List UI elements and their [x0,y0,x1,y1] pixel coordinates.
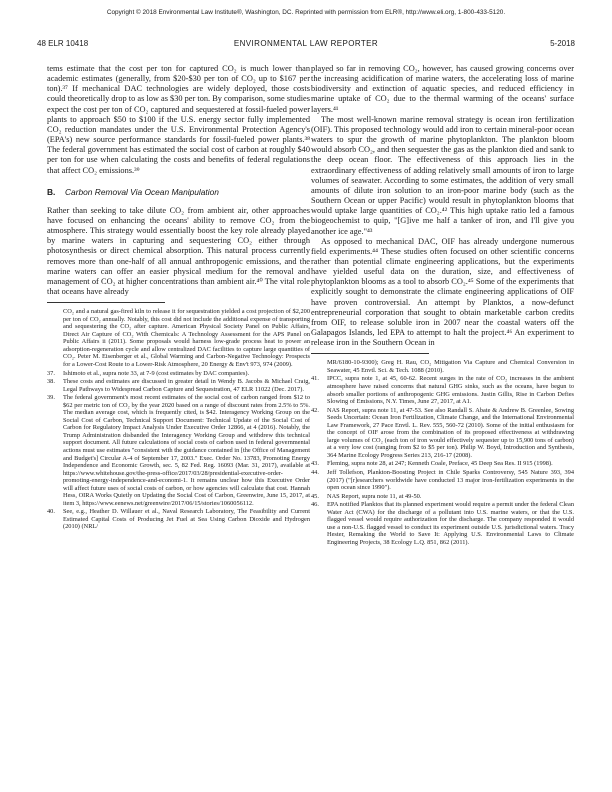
footnote-text: Jeff Tollefson, Plankton-Boosting Project in Chile Sparks Controversy, 545 Nature 393, 394 (2017) ("[r]esearchers worldwide have conducted 13 major iron-fertilization experiments in the open ocean since 1990"). [327,469,574,492]
footnote-number: 40. [47,508,55,516]
body-paragraph: tems estimate that the cost per ton for captured CO₂ is much lower than academic estimates (generally, from $20-$30 per ton of CO₂ up to $167 per ton).³⁷ If mechanical DAC technologies are widely deployed, those costs could theoretically drop to as low as $30 per ton. By comparison, some studies expect the cost per ton of CO₂ captured and sequestered at fossil-fueled power plants to approach $50 to $100 if the U.S. energy sector fully implemented CO₂ reduction mandates under the U.S. Environmental Protection Agency's (EPA's) new source performance standards for fossil-fueled power plants.³⁸ The federal government has estimated the social cost of carbon at roughly $40 per ton for use when calculating the costs and benefits of federal regulations that affect CO₂ emissions.³⁹ [47,64,310,175]
footnote-text: See, e.g., Heather D. Willauer et al., Naval Research Laboratory, The Feasibility and Current Estimated Capital Costs of Producing Jet Fuel at Sea Using Carbon Dioxide and Hydrogen (2010) (NRL/ [63,508,310,531]
footnotes [47,308,310,531]
section-number: B. [47,186,56,197]
footnote [311,469,574,492]
footnote-text: IPCC, supra note 1, at 45, 60-62. Recent surges in the rate of CO₂ increases in the ambient atmosphere have raised concerns that natural GHG sinks, such as the oceans, have begun to absorb smaller portions of anthropogenic GHG emissions. Justin Gillis, Rise in Carbon Defies Slowing of Emissions, N.Y. Times, June 27, 2017, at A1. [327,375,574,406]
footnote-text: MR/6180-10-9300); Greg H. Rau, CO₂ Mitigation Via Capture and Chemical Conversion in Seawater, 45 Envtl. Sci. & Tech. 1088 (2010). [327,359,574,374]
footnote-text: NAS Report, supra note 11, at 47-53. See also Randall S. Abate & Andrew B. Greenlee, Sowing Seeds Uncertain: Ocean Iron Fertilization, Climate Change, and the International Environmental Law Framework, 27 Pace Envtl. L. Rev. 555, 560-72 (2010). Some of the initial enthusiasm for the concept of OIF arose from the combination of its proposed effectiveness at withdrawing large volumes of CO₂ (each ton of iron would effectively sequester up to 15,900 tons of carbon) at a very low cost (ranging from $2 to $5 per ton). Philip W. Boyd, Introduction and Synthesis, 364 Marine Ecology Progress Series 213, 216-17 (2008). [327,406,574,459]
footnote-text: Ishimoto et al., supra note 33, at 7-9 (cost estimates by DAC companies). [63,369,250,377]
footnote [311,375,574,405]
footnote [311,407,574,460]
right-column [311,64,574,776]
footnote [311,359,574,374]
footnote-number: 38. [47,378,55,386]
footnote-number [311,359,327,374]
body-paragraph: The most well-known marine removal strategy is ocean iron fertilization (OIF). This proposed technology would add iron to certain mineral-poor ocean waters to spur the growth of marine phytoplankton. The plankton bloom would absorb CO₂, and then sequester the gas as the plankton died and sank to the deep ocean floor. The effectiveness of this approach lies in the extraordinary effectiveness of adding relatively small amounts of iron to large volumes of seawater. According to some estimates, the addition of very small amounts of dilute iron solution to an iron-poor marine body (such as the Southern Ocean or upper Pacific) would result in phytoplankton blooms that would uptake large quantities of CO₂.⁴² This high uptake ratio led a famous biogeochemist to quip, "[G]ive me half a tanker of iron, and I'll give you another ice age."⁴³ [311,114,574,236]
left-column [47,64,310,776]
footnotes [311,359,574,546]
footnote-text: Fleming, supra note 28, at 247; Kenneth Coale, Preface, 45 Deep Sea Res. II 915 (1998). [327,460,553,468]
body-paragraph: played so far in removing CO₂, however, has caused growing concerns over the increasing acidification of marine waters, the accelerating loss of marine biodiversity and extinction of aquatic species, and reduced efficiency in marine uptake of CO₂ due to the thermal warming of the oceans' surface layers.⁴¹ [311,64,574,114]
footnote [47,370,310,378]
footnote-number [47,308,63,368]
footnote [311,460,574,468]
header-issue-date: 5-2018 [550,39,575,48]
footnote [47,378,310,393]
footnote [311,493,574,501]
header-page-ref: 48 ELR 10418 [37,39,89,48]
footnote-divider [311,353,429,354]
footnote-text: CO₂ and a natural gas-fired kiln to release it for sequestration yielded a cost projection of $2,200 per ton of CO₂ annually. Notably, this cost did not include the additional expense of transporting and sequestering the CO₂ after capture. American Physical Society Panel on Public Affairs, Direct Air Capture of CO₂ With Chemicals: A Technology Assessment for the APS Panel on Public Affairs ii (2011). Some proposals would harness low-grade process heat to power an adsorption-regeneration cycle and allow centralized DAC facilities to capture large quantities of CO₂. Peter M. Eisenberger et al., Global Warming and Carbon-Negative Technology: Prospects for a Lower-Cost Route to a Lower-Risk Atmosphere, 20 Energy & Env't 973, 974 (2009). [63,308,310,368]
section-title: Carbon Removal Via Ocean Manipulation [65,186,219,197]
body-paragraph: As opposed to mechanical DAC, OIF has already undergone numerous field experiments.⁴⁴ These studies often focused on other scientific concerns rather than potential climate engineering applications, but the experiments have yielded useful data on the duration, size, and effectiveness of phytoplankton blooms as a tool to absorb CO₂.⁴⁵ Some of the experiments that explicitly sought to demonstrate the climate engineering applications of OIF have proven controversial. An attempt by Planktos, a now-defunct entrepreneurial corporation that sought to obtain marketable carbon credits from OIF, to release soluble iron in 2007 near the coastal waters off the Galapagos Islands, led EPA to attempt to halt the project.⁴⁶ An experiment to release iron in the Southern Ocean in [311,236,574,348]
footnote [47,308,310,368]
footnote-number: 43. [311,460,319,468]
footnote-number: 37. [47,369,55,377]
footnote-text: The federal government's most recent estimates of the social cost of carbon ranged from $12 to $62 per metric ton of CO₂ by the year 2020 based on a range of discount rates from 2.5% to 5%. The median average cost, which is frequently cited, is $42. Interagency Working Group on the Social Cost of Carbon, Technical Support Document: Technical Update of the Social Cost of Carbon for Regulatory Impact Analysis Under Executive Order 12866, at 4 (2016). Notably, the Trump Administration disbanded the Interagency Working Group and withdrew this technical support document. All future calculations of social costs of carbon used in federal governmental actions must use estimates "consistent with the guidance contained in [the Office of Management and Budget's] Circular A-4 of September 17, 2003." Exec. Order No. 13783, Promoting Energy Independence and Economic Growth, sec. 5, 82 Fed. Reg. 16093 (Mar. 31, 2017), available at https://www.whitehouse.gov/the-press-office/2017/03/28/presidential-executive-order-promoting-energy-independence-and-economi-1. It remains unclear how this Executive Order will affect future uses of social costs of carbon, or how agencies will calculate that cost. Hannah Hess, OIRA Works Quietly on Updating the Social Cost of Carbon, Greenwire, June 15, 2017, at item 3, https://www.eenews.net/greenwire/2017/06/15/stories/1060056112. [63,394,310,507]
footnote-text: NAS Report, supra note 11, at 49-50. [327,492,422,500]
section-heading [47,187,310,197]
copyright-notice: Copyright © 2018 Environmental Law Institute®, Washington, DC. Reprinted with permission from ELR®, http://www.eli.org, 1-800-433-5120. [106,9,506,16]
footnote-divider [47,302,165,303]
footnote [47,394,310,507]
footnote-number: 42. [311,406,319,414]
footnote-number: 44. [311,469,319,477]
running-header [37,39,575,51]
footnote-number: 41. [311,375,319,383]
footnote-number: 39. [47,394,55,402]
footnote-number: 45. [311,492,319,500]
footnote-text: These costs and estimates are discussed in greater detail in Wendy B. Jacobs & Michael Craig, Legal Pathways to Widespread Carbon Capture and Sequestration, 47 ELR 11022 (Dec. 2017). [63,378,310,393]
body-paragraph: Rather than seeking to take dilute CO₂ from ambient air, other approaches have focused on enhancing the oceans' ability to remove CO₂ from the atmosphere. This strategy would essentially boost the key role already played by marine waters in capturing and sequestering CO₂ either through photosynthesis or direct chemical absorption. This natural process currently removes more than one-half of all annual anthropogenic emissions, and the marine waters can offer an easier physical medium for the removal and management of CO₂ at higher concentrations than ambient air.⁴⁰ The vital role that oceans have already [47,205,310,296]
footnote [47,508,310,531]
footnote-text: EPA notified Planktos that its planned experiment would require a permit under the federal Clean Water Act (CWA) for the discharge of a pollutant into U.S. marine waters, or that the U.S. flagged vessel would require authorization for the discharge. The company responded it would use a non-U.S. flagged vessel to conduct its experiment outside U.S. jurisdictional waters. Tracy Hester, Remaking the World to Save It: Applying U.S. Environmental Laws to Climate Engineering Projects, 38 Ecology L.Q. 851, 862 (2011). [327,501,574,546]
header-journal-title: ENVIRONMENTAL LAW REPORTER [233,39,379,48]
footnote-number: 46. [311,501,319,509]
footnote [311,501,574,546]
